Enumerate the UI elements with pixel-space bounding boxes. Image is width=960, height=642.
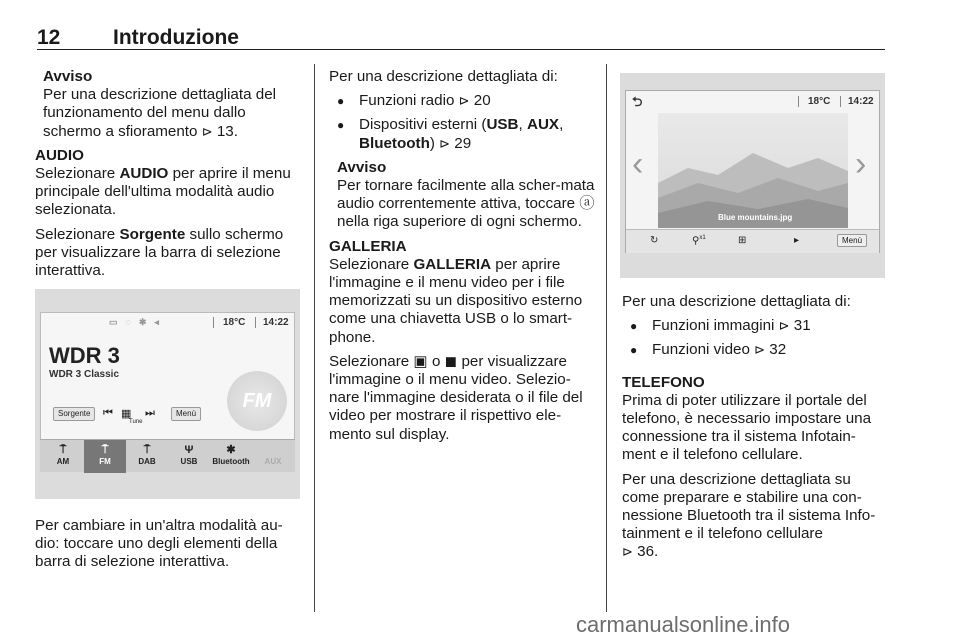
column-divider (606, 64, 607, 612)
note-box (35, 68, 303, 141)
temperature-readout: 18°C (808, 96, 831, 107)
gallery-toolbar (626, 229, 879, 253)
station-name: WDR 3 (49, 343, 120, 368)
status-icons: ▭◌✱◂ (109, 317, 167, 327)
paragraph: Selezionare AUDIO per aprire il menu principale dell'ultima modalità audio selezionata. (35, 165, 291, 219)
tab-fm[interactable]: ⍑ FM (84, 440, 126, 473)
reference-list (329, 92, 597, 153)
clock-readout: 14:22 (848, 96, 874, 107)
section-heading-gallery: GALLERIA (329, 237, 407, 255)
next-image-icon[interactable]: › (855, 145, 867, 183)
rotate-icon[interactable]: ↻ (650, 235, 659, 246)
section-heading-audio: AUDIO (35, 146, 84, 164)
menu-button[interactable]: Menù (837, 234, 867, 247)
list-intro: Per una descrizione dettagliata di: (329, 68, 558, 85)
paragraph: Per una descrizione dettagliata su come preparare e stabilire una con-nessione Bluetooth tra il sistema Info-tainment e il telefono cellulare ⊳ 36. (622, 470, 876, 561)
reference-arrow-icon: ⊳ (201, 123, 213, 139)
column-2 (329, 68, 597, 450)
watermark: carmanualsonline.info (576, 612, 791, 637)
page-header (37, 26, 885, 50)
bluetooth-icon: ✱ (226, 444, 236, 456)
paragraph: Selezionare GALLERIA per aprire l'immagine e il menu video per i file memorizzati su un dispositivo esterno come una chiavetta USB o lo smart-phone. (329, 255, 583, 346)
reference-arrow-icon: ⊳ (778, 318, 790, 334)
zoom-icon[interactable]: ⚲$^{x1}$ (692, 235, 706, 247)
menu-button[interactable]: Menù (171, 407, 201, 421)
status-bar (41, 313, 294, 331)
column-1 (35, 68, 303, 286)
gallery-screen-illustration (620, 73, 885, 278)
play-icon[interactable]: ▸ (794, 235, 800, 246)
list-item: ● Funzioni radio ⊳ 20 (329, 92, 597, 110)
zoom-level: x1 (699, 235, 706, 241)
tab-bluetooth[interactable]: ✱ Bluetooth (210, 440, 252, 473)
tune-label: Tune (129, 419, 143, 425)
tune-icon[interactable]: ▦ (121, 408, 132, 420)
note-title: Avviso (43, 68, 93, 85)
reference-arrow-icon: ⊳ (754, 342, 766, 358)
paragraph: Prima di poter utilizzare il portale del telefono, è necessario impostare una connessione tra il sistema Infotain-ment e il telefono cellulare. (622, 391, 872, 464)
slideshow-icon[interactable]: ⊞ (738, 235, 747, 246)
note-title: Avviso (337, 158, 387, 176)
seek-forward-icon[interactable]: ⏭ (145, 407, 155, 419)
list-item: ● Funzioni video ⊳ 32 (622, 341, 888, 359)
clock-readout: 14:22 (263, 317, 289, 328)
gallery-image (658, 113, 848, 228)
tab-usb[interactable]: Ψ USB (168, 440, 210, 473)
previous-image-icon[interactable]: ‹ (632, 145, 644, 183)
column-divider (314, 64, 315, 612)
paragraph: Per cambiare in un'altra modalità au-dio: toccare uno degli elementi della barra di selezione interattiva. (35, 517, 283, 571)
note-text: Per tornare facilmente alla scher-mata audio correntemente attiva, toccare ⓐ nella riga superiore di ogni schermo. (337, 177, 595, 231)
antenna-icon: ⍑ (101, 444, 109, 456)
page-number: 12 (37, 26, 61, 49)
paragraph: Selezionare Sorgente sullo schermo per visualizzare la barra di selezione interattiva. (35, 225, 284, 280)
tab-dab[interactable]: ⍑ DAB (126, 440, 168, 473)
reference-arrow-icon: ⊳ (439, 135, 451, 151)
temperature-readout: 18°C (223, 317, 246, 328)
status-bar (626, 91, 879, 111)
list-item: ● Dispositivi esterni (USB, AUX, Bluetooth) ⊳ 29 (329, 116, 597, 152)
antenna-icon: ⍑ (59, 444, 67, 456)
list-intro: Per una descrizione dettagliata di: (622, 293, 851, 310)
source-tab-bar (40, 439, 295, 472)
mountains-picture (658, 113, 848, 228)
column-1-bottom (35, 517, 303, 578)
reference-arrow-icon: ⊳ (458, 93, 470, 109)
note-text: Per una descrizione dettagliata del funzionamento del menu dallo schermo a sfioramento ⊳ 13. (43, 86, 277, 140)
paragraph: Selezionare ▣ o ◼ per visualizzare l'immagine o il menu video. Selezio-nare l'immagine desiderata o il file del video per mostrare il rispettivo ele-mento sul display. (329, 352, 583, 443)
back-icon[interactable]: ⮌ (632, 94, 643, 109)
column-3 (622, 293, 888, 568)
usb-icon: Ψ (184, 444, 194, 456)
seek-back-icon[interactable]: ⏮ (103, 407, 113, 419)
image-caption: Blue mountains.jpg (718, 213, 793, 222)
antenna-icon: ⍑ (143, 444, 151, 456)
page-title: Introduzione (113, 26, 239, 49)
list-item: ● Funzioni immagini ⊳ 31 (622, 317, 888, 335)
note-box (329, 159, 597, 232)
tab-aux[interactable]: AUX (264, 457, 282, 466)
reference-arrow-icon: ⊳ (622, 544, 633, 560)
station-subtitle: WDR 3 Classic (49, 369, 120, 380)
gallery-screen-panel (625, 90, 880, 253)
tab-am[interactable]: ⍑ AM (42, 440, 84, 473)
reference-list (622, 317, 888, 359)
section-heading-phone: TELEFONO (622, 373, 705, 391)
audio-screen-illustration (35, 289, 300, 499)
fm-badge: FM (227, 371, 287, 431)
source-button[interactable]: Sorgente (53, 407, 95, 421)
